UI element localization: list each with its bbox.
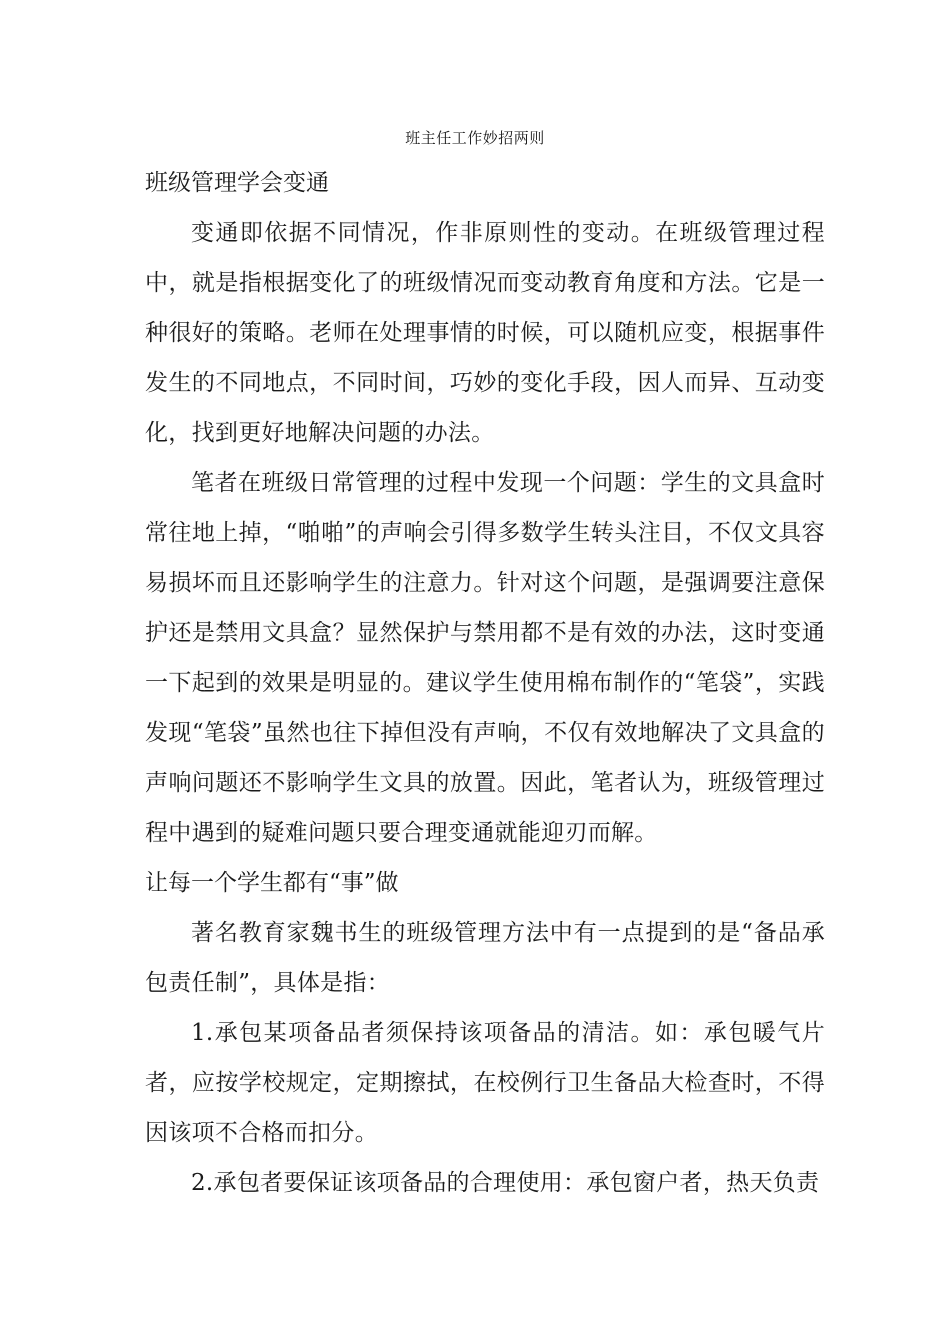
list-item-paragraph: 2.承包者要保证该项备品的合理使用：承包窗户者，热天负责: [191, 1170, 820, 1196]
paragraph: 著名教育家魏书生的班级管理方法中有一点提到的是“备品承包责任制”，具体是指：: [145, 920, 825, 996]
paragraph: 变通即依据不同情况，作非原则性的变动。在班级管理过程中，就是指根据变化了的班级情况而变动教育角度和方法。它是一种很好的策略。老师在处理事情的时候，可以随机应变，根据事件发生的不同地点，不同时间，巧妙的变化手段，因人而异、互动变化，找到更好地解决问题的办法。: [145, 220, 825, 446]
section-heading: 班级管理学会变通: [145, 170, 329, 196]
section-heading: 让每一个学生都有“事”做: [145, 870, 399, 896]
document-title: 班主任工作妙招两则: [405, 129, 545, 147]
paragraph: 笔者在班级日常管理的过程中发现一个问题：学生的文具盒时常往地上掉，“啪啪”的声响会引得多数学生转头注目，不仅文具容易损坏而且还影响学生的注意力。针对这个问题，是强调要注意保护还是禁用文具盒？显然保护与禁用都不是有效的办法，这时变通一下起到的效果是明显的。建议学生使用棉布制作的“笔袋”，实践发现“笔袋”虽然也往下掉但没有声响，不仅有效地解决了文具盒的声响问题还不影响学生文具的放置。因此，笔者认为，班级管理过程中遇到的疑难问题只要合理变通就能迎刃而解。: [145, 470, 825, 846]
section-flexible-management: [145, 158, 825, 858]
document-body: [145, 158, 825, 1208]
section-every-student-has-task: [145, 858, 825, 1208]
list-item-paragraph: 1.承包某项备品者须保持该项备品的清洁。如：承包暖气片者，应按学校规定，定期擦拭，在校例行卫生备品大检查时，不得因该项不合格而扣分。: [145, 1020, 825, 1146]
